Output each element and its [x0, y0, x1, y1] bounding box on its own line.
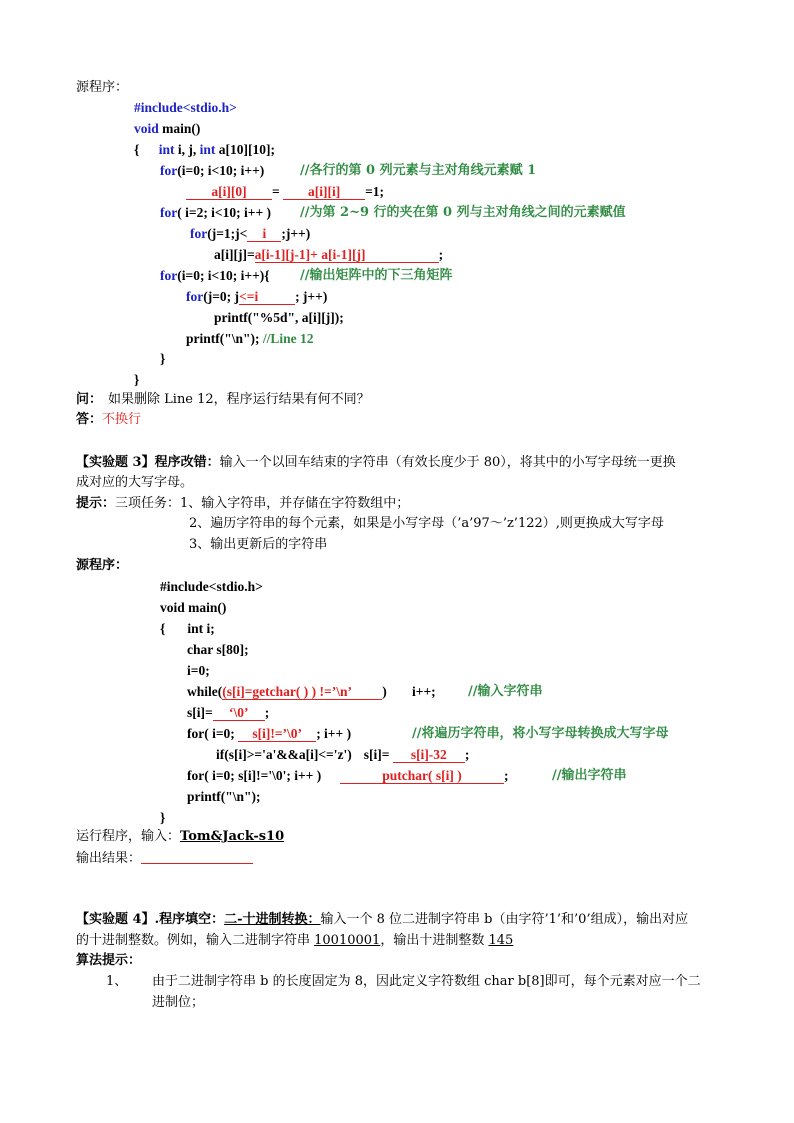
- exp3-source-label: 源程序：: [76, 558, 129, 573]
- answer: [76, 411, 141, 429]
- for3-header-a: (j=1;j<: [207, 226, 248, 241]
- comment-1: //各行的第 0 列元素与主对角线元素赋 1: [300, 163, 537, 178]
- question-label: 问：: [76, 392, 103, 407]
- blank-answer-8: s[i]!=’\0’: [238, 726, 316, 742]
- exp4-title-2: .程序填空：: [154, 912, 225, 927]
- for-keyword: for: [190, 226, 208, 241]
- exp3-brace-close: }: [160, 810, 166, 825]
- exp3-decl2: char s[80];: [187, 642, 249, 657]
- code-line-decl: [134, 141, 275, 159]
- answer-text: 不换行: [102, 412, 142, 427]
- exp3-for2-blank: [340, 767, 509, 785]
- blank-answer-9: s[i]-32: [393, 747, 465, 763]
- blank-answer-10: putchar( s[i] ): [340, 768, 504, 784]
- exp3-hint-2: 2、遍历字符串的每个元素，如果是小写字母（’a’97～’z’122）,则更换成大写字母: [189, 516, 664, 531]
- for-keyword: for: [186, 289, 204, 304]
- code-line-main: [134, 120, 200, 138]
- exp3-comment-1: //输入字符串: [468, 684, 543, 699]
- exp4-binary-example: 10010001: [314, 933, 381, 948]
- code-line-for1: [160, 162, 264, 180]
- exp3-desc-2: 成对应的大写字母。: [76, 475, 194, 490]
- exp3-hint-1: [76, 495, 409, 513]
- terminator-lhs: s[i]=: [187, 705, 213, 720]
- exp4-item-number: 1、: [106, 974, 128, 989]
- for2-semicolon: ;: [504, 768, 509, 783]
- brace-close-inner: }: [160, 351, 166, 366]
- exp3-output: [76, 849, 253, 868]
- code-line-for5: [186, 288, 327, 306]
- for5-header-a: (j=0; j: [203, 289, 240, 304]
- int-keyword: int: [158, 142, 175, 157]
- decl-array: a[10][10];: [215, 142, 275, 157]
- code-line-for4: [160, 267, 270, 285]
- blank-answer-6: (s[i]=getchar( ) ) !=’\n’: [222, 684, 382, 700]
- exp3-for2: [187, 767, 321, 785]
- if-semicolon: ;: [464, 747, 470, 762]
- for4-header: (i=0; i<10; i++){: [177, 268, 270, 283]
- comment-3: //输出矩阵中的下三角矩阵: [300, 268, 453, 283]
- while-head: while(: [187, 684, 223, 699]
- exp3-for1: [187, 725, 351, 743]
- exp3-include: #include<stdio.h>: [160, 579, 263, 594]
- exp4-algo-label: 算法提示：: [76, 953, 142, 968]
- exp3-run: [76, 828, 284, 846]
- code-line-include: [134, 99, 237, 117]
- blank-answer-7: ‘\0’: [213, 705, 265, 721]
- for-keyword: for: [160, 268, 178, 283]
- output-label: 输出结果：: [76, 851, 142, 866]
- for1-head: for( i=0;: [187, 726, 235, 741]
- terminator-semicolon: ;: [264, 705, 270, 720]
- for2-header: ( i=2; i<10; i++ ): [177, 205, 272, 220]
- run-label: 运行程序，输入：: [76, 829, 181, 844]
- exp3-while: [187, 683, 387, 701]
- exp3-hint-3: 3、输出更新后的字符串: [189, 537, 328, 552]
- hint-label: 提示：: [76, 496, 116, 511]
- assign-lhs: a[i][j]=: [214, 247, 255, 262]
- assign-semicolon: ;: [438, 247, 444, 262]
- blank-answer-3: i: [247, 226, 281, 242]
- exp3-if: [216, 746, 469, 764]
- exp3-comment-3: //输出字符串: [552, 768, 627, 783]
- exp4-desc-1: 输入一个 8 位二进制字符串 b（由字符’1’和’0’组成），输出对应: [320, 912, 689, 927]
- exp4-heading: [76, 911, 688, 929]
- code-line-for3: [190, 225, 310, 243]
- exp4-topic: 二-十进制转换：: [224, 912, 321, 927]
- question: [76, 391, 370, 409]
- for3-header-b: ;j++): [281, 226, 311, 241]
- comment-4: //Line 12: [262, 331, 314, 346]
- for1-tail: ; i++ ): [316, 726, 352, 741]
- exp4-title: 【实验题 4】: [76, 912, 155, 927]
- blank-answer-4: a[i-1][j-1]+ a[i-1][j]: [255, 247, 439, 263]
- exp4-desc-2a: 的十进制整数。例如，输入二进制字符串: [76, 933, 315, 948]
- output-blank: [141, 849, 253, 864]
- decl-vars: i, j,: [174, 142, 200, 157]
- exp3-heading: [76, 454, 676, 472]
- run-input: Tom&Jack-s10: [180, 829, 285, 844]
- exp3-desc-1: 输入一个以回车结束的字符串（有效长度少于 80），将其中的小写字母统一更换: [219, 455, 676, 470]
- assign-eq: =: [272, 184, 280, 199]
- main-signature: main(): [158, 121, 201, 136]
- for-keyword: for: [160, 205, 178, 220]
- blank-answer-2: a[i][i]: [283, 184, 365, 200]
- question-text: 如果删除 Line 12，程序运行结果有何不同？: [108, 392, 370, 407]
- printf-newline: printf("\n");: [186, 331, 260, 346]
- if-condition: if(s[i]>='a'&&a[i]<='z'): [216, 747, 352, 762]
- exp3-main: void main(): [160, 600, 227, 615]
- brace-close-outer: }: [134, 372, 140, 387]
- exp4-decimal-example: 145: [488, 933, 514, 948]
- brace-open: {: [160, 621, 166, 636]
- exp3-terminator: [187, 704, 269, 722]
- exp3-while-body: i++;: [412, 684, 436, 699]
- exp4-desc-2: [76, 932, 513, 950]
- exp4-item-1b: 进制位；: [152, 995, 205, 1010]
- for5-header-b: ; j++): [295, 289, 328, 304]
- blank-answer-5: <=i: [239, 289, 295, 305]
- code-line-printf1: printf("%5d", a[i][j]);: [214, 310, 344, 325]
- for2-head: for( i=0; s[i]!='\0'; i++ ): [187, 768, 322, 783]
- brace-open: {: [134, 142, 140, 157]
- assign-tail: =1;: [365, 184, 385, 199]
- answer-label: 答：: [76, 412, 103, 427]
- decl-int: int i;: [187, 621, 215, 636]
- exp3-decl1: [160, 620, 215, 638]
- exp3-printf: printf("\n");: [187, 789, 261, 804]
- int-keyword-2: int: [199, 142, 216, 157]
- exp3-init: i=0;: [187, 663, 210, 678]
- for-keyword: for: [160, 163, 178, 178]
- exp4-desc-2b: ，输出十进制整数: [380, 933, 489, 948]
- comment-2: //为第 2~9 行的夹在第 0 列与主对角线之间的元素赋值: [300, 205, 626, 220]
- void-keyword: void: [134, 121, 159, 136]
- blank-answer-1: a[i][0]: [186, 184, 272, 200]
- exp3-title: 【实验题 3】程序改错：: [76, 455, 220, 470]
- exp4-item-1a: 由于二进制字符串 b 的长度固定为 8，因此定义字符数组 char b[8]即可，每个元素对应一个二: [152, 974, 701, 989]
- include-directive: #include<stdio.h>: [134, 100, 237, 115]
- code-line-for2: [160, 204, 271, 222]
- if-assign-lhs: s[i]=: [363, 747, 390, 762]
- source-label: 源程序：: [76, 80, 129, 95]
- code-line-assign1: [186, 183, 384, 201]
- while-close: ): [382, 684, 387, 699]
- code-line-assign2: [214, 246, 443, 264]
- for1-header: (i=0; i<10; i++): [177, 163, 265, 178]
- code-line-printf2: [186, 330, 314, 348]
- hint-text-1: 三项任务：1、输入字符串，并存储在字符数组中；: [115, 496, 410, 511]
- exp3-comment-2: //将遍历字符串，将小写字母转换成大写字母: [412, 726, 669, 741]
